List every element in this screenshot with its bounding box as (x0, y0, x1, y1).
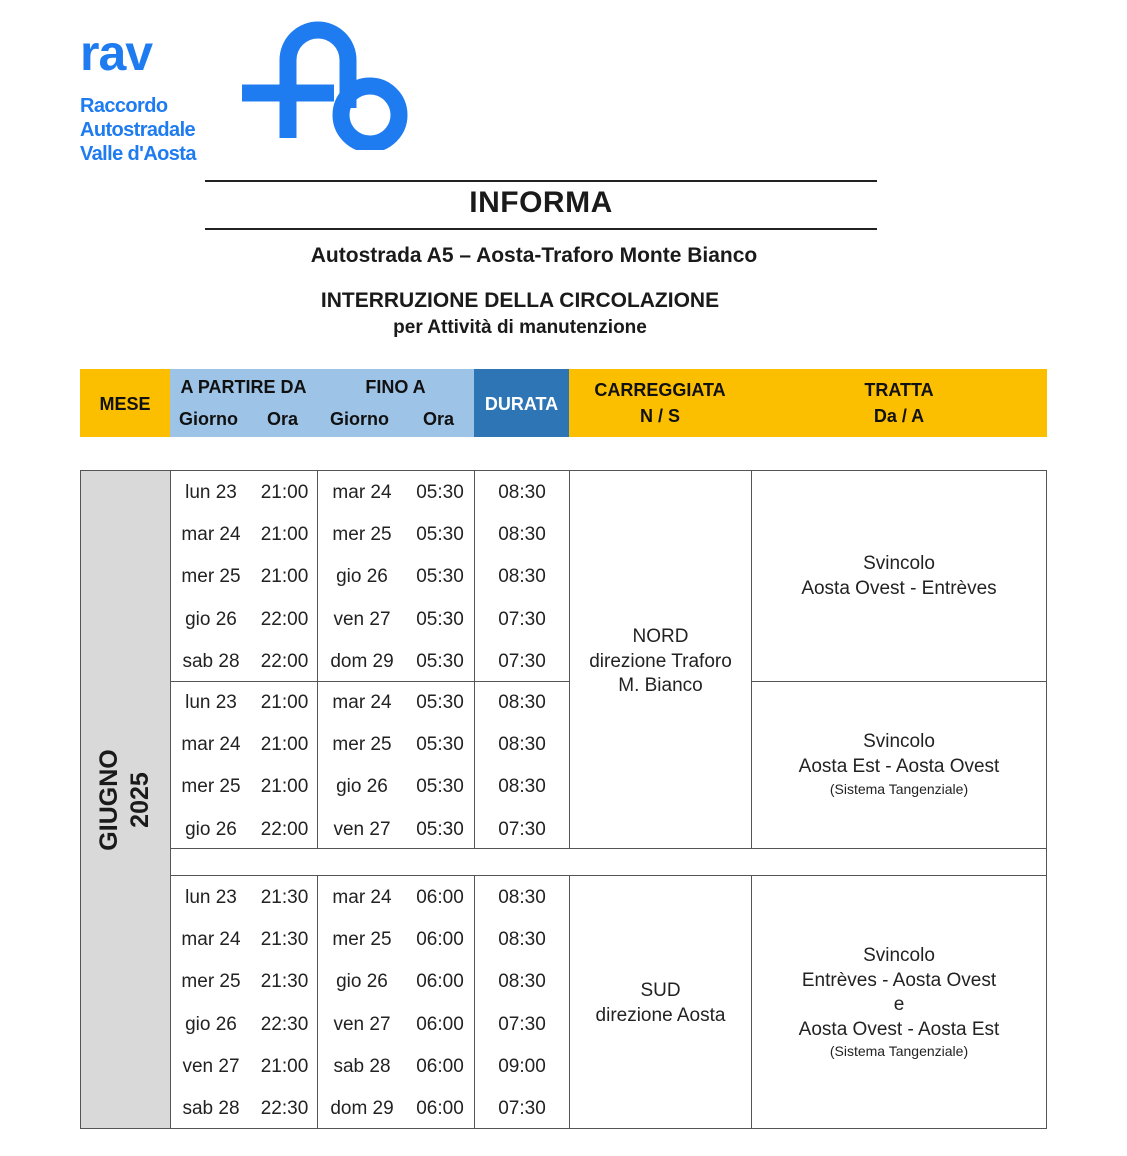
to-time-cell: 05:30 (416, 608, 464, 630)
from-time-cell: 21:00 (260, 692, 309, 713)
to-day-cell: mer 25 (332, 734, 392, 756)
to-time-cell: 06:00 (416, 971, 464, 993)
carriageway-sud-line-2: direzione Aosta (595, 1004, 726, 1026)
notice-title: INTERRUZIONE DELLA CIRCOLAZIONE (320, 289, 720, 312)
from-time-cell: 21:00 (260, 776, 309, 798)
header-tratta-sub: Da / A (873, 406, 925, 426)
header-giorno-1: Giorno (179, 409, 238, 429)
from-day-cell: gio 26 (185, 1013, 237, 1035)
header-carreggiata-label: CARREGGIATA (594, 380, 726, 400)
table-border-right (1046, 470, 1047, 1129)
col-divider (474, 875, 475, 1129)
header-a-partire-da (170, 369, 317, 437)
logo-line-2: Autostradale (80, 119, 196, 141)
duration-cell: 08:30 (498, 734, 546, 756)
title-rule-bottom (205, 228, 877, 230)
to-day-cell: mar 24 (332, 887, 392, 908)
tratta-2-note: (Sistema Tangenziale) (829, 781, 969, 797)
to-time-cell: 05:30 (416, 734, 464, 756)
tratta-3-note: (Sistema Tangenziale) (829, 1043, 969, 1059)
duration-cell: 08:30 (498, 971, 546, 993)
from-time-cell: 22:30 (260, 1098, 309, 1119)
to-time-cell: 05:30 (416, 818, 464, 840)
to-time-cell: 05:30 (416, 650, 464, 672)
from-time-cell: 21:00 (260, 482, 309, 503)
from-day-cell: mar 24 (181, 524, 241, 546)
logo-rav: rav (80, 25, 153, 81)
from-day-cell: ven 27 (182, 1055, 240, 1077)
header-mese (80, 369, 170, 437)
ab-monogram-icon (240, 20, 410, 150)
from-day-cell: gio 26 (185, 608, 237, 630)
notice-subtitle: per Attività di manutenzione (393, 317, 647, 338)
duration-cell: 08:30 (498, 524, 546, 546)
from-time-cell: 22:30 (260, 1013, 309, 1035)
month-label-wrap (80, 470, 170, 1129)
to-time-cell: 05:30 (416, 482, 464, 503)
from-day-cell: mer 25 (181, 776, 241, 798)
to-time-cell: 06:00 (416, 1055, 464, 1077)
from-day-cell: sab 28 (182, 650, 240, 672)
to-time-cell: 05:30 (416, 524, 464, 546)
from-time-cell: 21:00 (260, 566, 309, 588)
tratta-1-line-2: Aosta Ovest - Entrèves (801, 577, 997, 599)
to-day-cell: ven 27 (333, 818, 391, 840)
carriageway-nord (570, 625, 751, 699)
to-day-cell: dom 29 (330, 650, 394, 672)
month-label (94, 749, 156, 850)
from-time-cell: 21:30 (260, 887, 309, 908)
duration-cell: 07:30 (498, 608, 546, 630)
to-day-cell: ven 27 (333, 1013, 391, 1035)
to-day-cell: mar 24 (332, 482, 392, 503)
duration-cell: 07:30 (498, 1013, 546, 1035)
duration-cell: 08:30 (498, 482, 546, 503)
header-durata (474, 369, 569, 437)
from-day-cell: mar 24 (181, 929, 241, 951)
to-day-cell: mer 25 (332, 524, 392, 546)
header-ora-1: Ora (267, 409, 299, 429)
to-time-cell: 06:00 (416, 1098, 464, 1119)
tratta-2-line-2: Aosta Est - Aosta Ovest (798, 755, 1000, 777)
from-day-cell: lun 23 (185, 887, 237, 908)
tratta-1 (752, 552, 1046, 601)
from-time-cell: 21:00 (260, 734, 309, 756)
to-time-cell: 06:00 (416, 887, 464, 908)
month-year: 2025 (126, 772, 154, 828)
from-time-cell: 21:00 (260, 524, 309, 546)
from-day-cell: lun 23 (185, 482, 237, 503)
header-fino-a-label: FINO A (365, 377, 426, 397)
tratta-3-line-4: Aosta Ovest - Aosta Est (798, 1018, 1000, 1040)
group-divider (170, 681, 569, 682)
from-day-cell: mar 24 (181, 734, 241, 756)
group-divider (751, 681, 1047, 682)
from-time-cell: 21:00 (260, 1055, 309, 1077)
header-ora-2: Ora (423, 409, 455, 429)
to-time-cell: 05:30 (416, 692, 464, 713)
to-day-cell: mar 24 (332, 692, 392, 713)
table-border-top (80, 470, 1047, 471)
duration-cell: 08:30 (498, 566, 546, 588)
carriageway-nord-line-2: direzione Traforo (589, 650, 732, 672)
to-day-cell: ven 27 (333, 608, 391, 630)
tratta-3-line-3: e (893, 994, 905, 1015)
to-day-cell: gio 26 (336, 566, 388, 588)
logo-line-1: Raccordo (80, 95, 168, 117)
duration-cell: 08:30 (498, 887, 546, 908)
duration-cell: 09:00 (498, 1055, 546, 1077)
logo-subtitle (80, 94, 196, 166)
title-rule-top (205, 180, 877, 182)
duration-cell: 08:30 (498, 692, 546, 713)
duration-cell: 08:30 (498, 929, 546, 951)
table-border-bottom (80, 1128, 1047, 1129)
header-right (569, 369, 1047, 437)
header-mese-label: MESE (99, 394, 151, 414)
tratta-3 (752, 944, 1046, 1060)
spacer-top (170, 848, 1047, 849)
from-time-cell: 21:30 (260, 929, 309, 951)
header-a-partire-da-label: A PARTIRE DA (180, 377, 307, 397)
header-tratta-label: TRATTA (864, 380, 934, 400)
duration-cell: 07:30 (498, 650, 546, 672)
from-day-cell: mer 25 (181, 971, 241, 993)
header-giorno-2: Giorno (330, 409, 389, 429)
col-divider (317, 875, 318, 1129)
header-durata-label: DURATA (484, 394, 559, 414)
from-day-cell: mer 25 (181, 566, 241, 588)
to-time-cell: 06:00 (416, 929, 464, 951)
tratta-3-line-1: Svincolo (863, 945, 935, 966)
carriageway-nord-line-1: NORD (632, 626, 689, 647)
spacer-bottom (170, 875, 1047, 876)
to-day-cell: gio 26 (336, 971, 388, 993)
carriageway-sud-line-1: SUD (640, 980, 681, 1001)
to-time-cell: 06:00 (416, 1013, 464, 1035)
from-time-cell: 21:30 (260, 971, 309, 993)
carriageway-nord-line-3: M. Bianco (618, 675, 703, 696)
to-time-cell: 05:30 (416, 776, 464, 798)
tratta-2 (752, 730, 1046, 799)
duration-cell: 07:30 (498, 1098, 546, 1119)
to-day-cell: dom 29 (330, 1098, 394, 1119)
page-title: INFORMA (469, 186, 613, 219)
logo-line-3: Valle d'Aosta (80, 143, 196, 165)
from-day-cell: sab 28 (182, 1098, 240, 1119)
from-day-cell: lun 23 (185, 692, 237, 713)
from-time-cell: 22:00 (260, 818, 309, 840)
from-time-cell: 22:00 (260, 608, 309, 630)
header-fino-a (317, 369, 474, 437)
tratta-1-line-1: Svincolo (863, 553, 935, 574)
month-name: GIUGNO (95, 749, 123, 851)
from-time-cell: 22:00 (260, 650, 309, 672)
duration-cell: 08:30 (498, 776, 546, 798)
tratta-2-line-1: Svincolo (863, 731, 935, 752)
to-day-cell: sab 28 (333, 1055, 391, 1077)
tratta-3-line-2: Entrèves - Aosta Ovest (801, 969, 997, 991)
from-day-cell: gio 26 (185, 818, 237, 840)
duration-cell: 07:30 (498, 818, 546, 840)
header-carreggiata-sub: N / S (639, 406, 680, 426)
carriageway-sud (570, 979, 751, 1028)
road-subtitle: Autostrada A5 – Aosta-Traforo Monte Bianco (310, 244, 758, 267)
to-day-cell: mer 25 (332, 929, 392, 951)
table-border-left (80, 470, 81, 1129)
to-time-cell: 05:30 (416, 566, 464, 588)
to-day-cell: gio 26 (336, 776, 388, 798)
